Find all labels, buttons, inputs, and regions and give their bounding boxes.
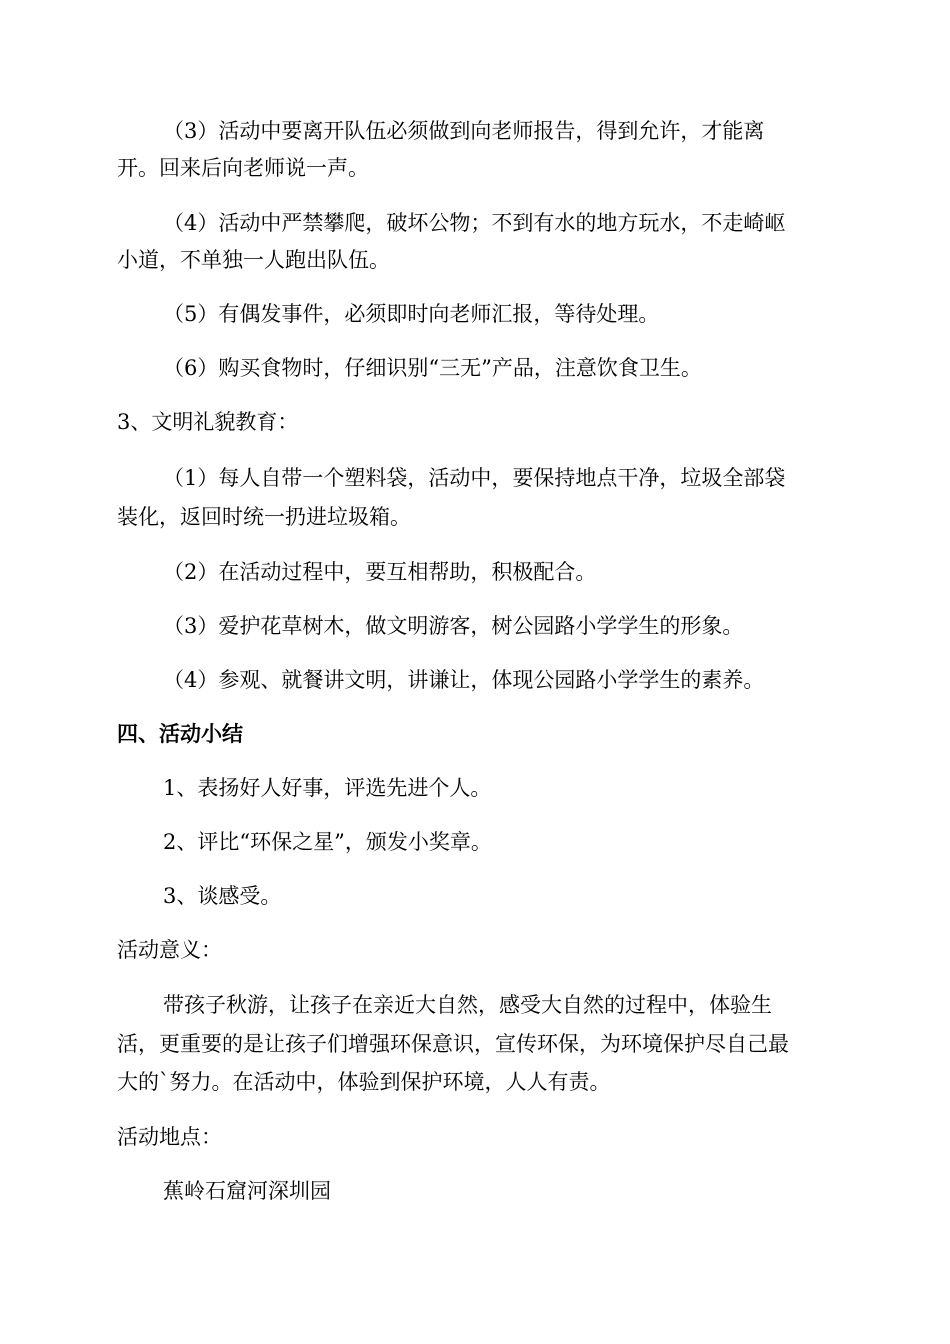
location-text: 蕉岭石窟河深圳园	[163, 1179, 331, 1203]
paragraph-rule-5: （5）有偶发事件，必须即时向老师汇报，等待处理。	[163, 302, 660, 326]
paragraph-civility-4: （4）参观、就餐讲文明，讲谦让，体现公园路小学学生的素养。	[163, 668, 765, 692]
summary-item-2: 2、评比“环保之星”，颁发小奖章。	[163, 830, 492, 854]
paragraph-rule-3-line-2: 开。回来后向老师说一声。	[117, 156, 369, 180]
paragraph-rule-4-line-2: 小道，不单独一人跑出队伍。	[117, 248, 390, 272]
paragraph-rule-4-line-1: （4）活动中严禁攀爬，破坏公物；不到有水的地方玩水，不走崎岖	[163, 211, 786, 235]
section-heading-civility: 3、文明礼貌教育：	[117, 410, 299, 434]
significance-line-2: 活，更重要的是让孩子们增强环保意识，宣传环保，为环境保护尽自己最	[117, 1032, 789, 1056]
heading-location: 活动地点：	[117, 1125, 222, 1149]
significance-line-3: 大的`努力。在活动中，体验到保护环境，人人有责。	[117, 1070, 611, 1094]
significance-line-1: 带孩子秋游，让孩子在亲近大自然，感受大自然的过程中，体验生	[163, 993, 772, 1017]
summary-item-3: 3、谈感受。	[163, 884, 282, 908]
paragraph-civility-3: （3）爱护花草树木，做文明游客，树公园路小学学生的形象。	[163, 614, 744, 638]
summary-item-1: 1、表扬好人好事，评选先进个人。	[163, 776, 492, 800]
section-heading-summary: 四、活动小结	[117, 722, 243, 746]
paragraph-civility-1-line-1: （1）每人自带一个塑料袋，活动中，要保持地点干净，垃圾全部袋	[163, 466, 786, 490]
paragraph-rule-6: （6）购买食物时，仔细识别“三无”产品，注意饮食卫生。	[163, 356, 702, 380]
paragraph-civility-2: （2）在活动过程中，要互相帮助，积极配合。	[163, 560, 597, 584]
paragraph-civility-1-line-2: 装化，返回时统一扔进垃圾箱。	[117, 505, 411, 529]
paragraph-rule-3-line-1: （3）活动中要离开队伍必须做到向老师报告，得到允许，才能离	[163, 119, 765, 143]
heading-significance: 活动意义：	[117, 938, 222, 962]
